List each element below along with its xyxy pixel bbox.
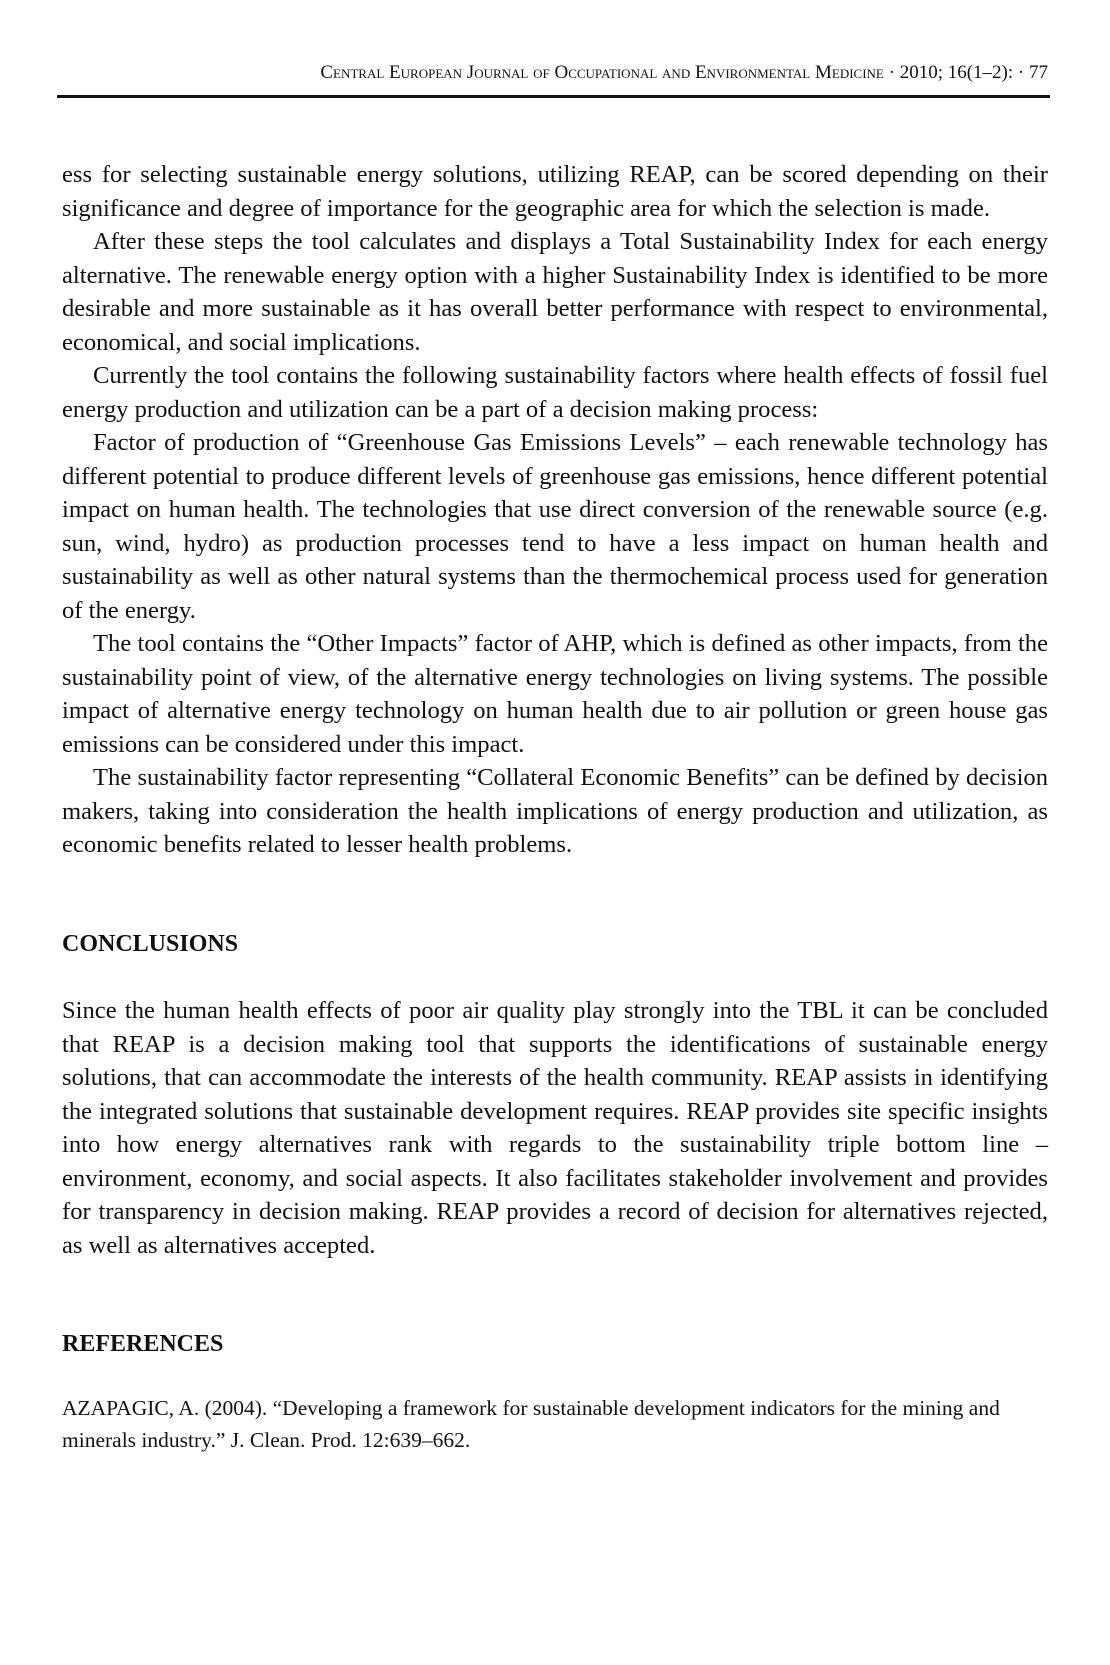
conclusions-heading: CONCLUSIONS [62, 930, 239, 957]
body-paragraph: Currently the tool contains the following sustainability factors where health effects of fossil fuel energy production and utilization can be a part of a decision making process: [62, 362, 1048, 423]
conclusions-paragraph: Since the human health effects of poor air quality play strongly into the TBL it can be concluded that REAP is a decision making tool that supports the identifications of sustainable energy solutions, that can accommodate the interests of the health community. REAP assists in identifying the integrated solutions that sustainable development requires. REAP provides site specific insights into how energy alternatives rank with regards to the sustainability triple bottom line – environment, economy, and social aspects. It also facilitates stakeholder involvement and provides for transparency in decision making. REAP provides a record of decision for alternatives rejected, as well as alternatives accepted. [62, 997, 1048, 1259]
header-rule [57, 95, 1050, 98]
body-paragraph: Factor of production of “Greenhouse Gas Emissions Levels” – each renewable technology has different potential to produce different levels of greenhouse gas emissions, hence different potential impact on human health. The technologies that use direct conversion of the renewable source (e.g. sun, wind, hydro) as production processes tend to have a less impact on human health and sustainability as well as other natural systems than the thermochemical process used for generation of the energy. [62, 429, 1048, 624]
body-paragraph: After these steps the tool calculates and displays a Total Sustainability Index for each energy alternative. The renewable energy option with a higher Sustainability Index is identified to be more desirable and more sustainable as it has overall better performance with respect to environmental, economical, and social implications. [62, 228, 1048, 356]
reference-item: AZAPAGIC, A. (2004). “Developing a framework for sustainable development indicators for the mining and minerals industry.” J. Clean. Prod. 12:639–662. [62, 1395, 1000, 1452]
issue-citation: · 2010; 16(1–2): · 77 [883, 62, 1048, 83]
running-head [58, 62, 1048, 84]
journal-title: Central European Journal of Occupational and Environmental Medicine [320, 62, 884, 83]
page-content [62, 158, 1048, 1456]
body-paragraph: The sustainability factor representing “Collateral Economic Benefits” can be defined by decision makers, taking into consideration the health implications of energy production and utilization, as economic benefits related to lesser health problems. [62, 764, 1048, 858]
references-heading: REFERENCES [62, 1331, 224, 1357]
body-paragraph: ess for selecting sustainable energy solutions, utilizing REAP, can be scored depending on their significance and degree of importance for the geographic area for which the selection is made. [62, 161, 1048, 222]
body-paragraph: The tool contains the “Other Impacts” factor of AHP, which is defined as other impacts, from the sustainability point of view, of the alternative energy technologies on living systems. The possible impact of alternative energy technology on human health due to air pollution or green house gas emissions can be considered under this impact. [62, 630, 1048, 758]
